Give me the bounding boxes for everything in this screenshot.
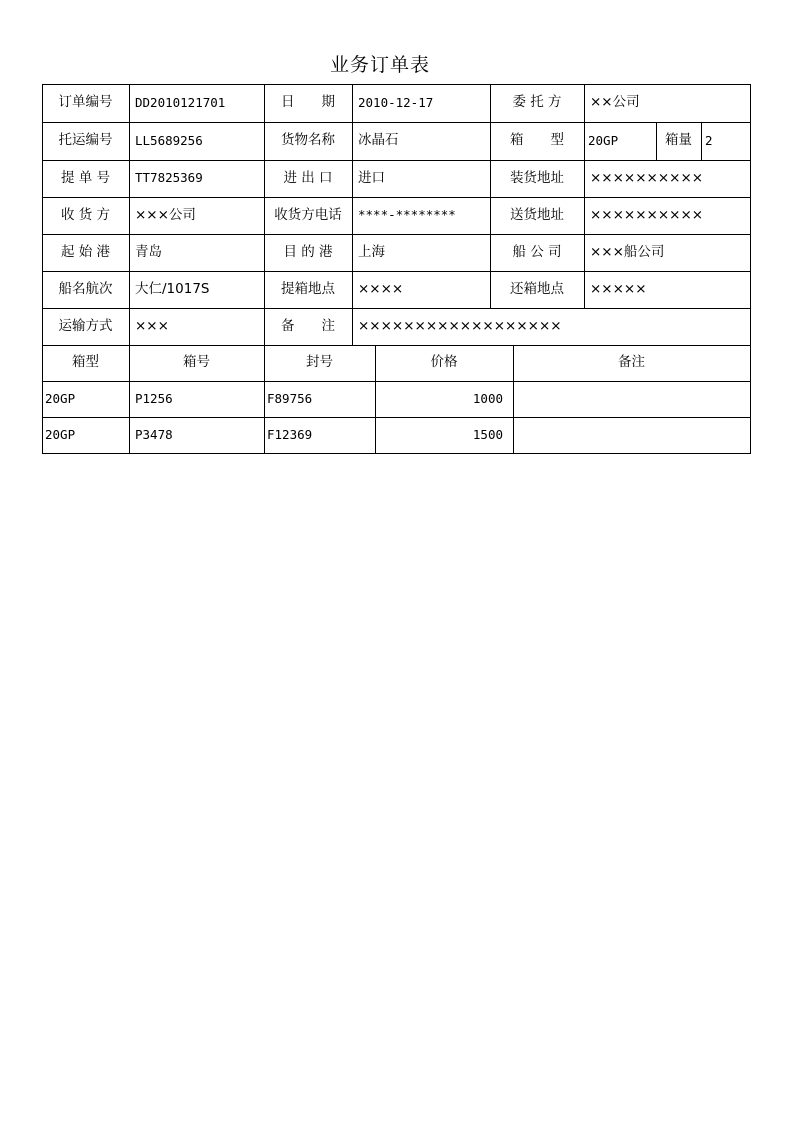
value-destination-port: 上海 [358,243,385,260]
label-client: 委 托 方 [512,94,562,111]
cell-type: 20GP [45,426,76,442]
cell-seal-no: F89756 [267,390,313,406]
label-consignee-phone: 收货方电话 [274,206,342,223]
label-delivery-address: 送货地址 [510,206,564,223]
value-consignee-phone: ****-******** [358,207,456,223]
value-container-type: 20GP [588,132,619,148]
label-import-export: 进 出 口 [283,169,333,186]
cell-note [513,381,750,417]
label-bl-no: 提 单 号 [60,169,111,186]
col-header-seal-no: 封号 [306,354,333,371]
label-transport-mode: 运输方式 [58,317,113,334]
value-remarks: ×××××××××××××××××× [358,317,562,334]
page-title: 业务订单表 [329,54,430,76]
col-header-price: 价格 [430,354,458,371]
label-shipping-line: 船 公 司 [512,243,562,260]
value-origin-port: 青岛 [135,243,162,260]
value-return-location: ××××× [590,280,647,297]
label-container-type: 箱 型 [510,132,564,149]
label-goods-name: 货物名称 [281,132,335,149]
value-date: 2010-12-17 [358,94,434,110]
value-import-export: 进口 [358,169,385,186]
value-goods-name: 冰晶石 [358,132,399,149]
cell-seal-no: F12369 [267,426,313,442]
value-container-qty: 2 [705,132,713,148]
label-remarks: 备 注 [281,317,335,334]
label-shipping-no: 托运编号 [58,132,113,149]
value-order-no: DD2010121701 [135,94,226,110]
label-container-qty: 箱量 [665,132,692,149]
col-header-note: 备注 [618,354,645,371]
label-origin-port: 起 始 港 [60,243,111,260]
label-date: 日 期 [281,94,335,111]
cell-price: 1000 [472,390,503,406]
label-order-no: 订单编号 [58,94,113,111]
label-return-location: 还箱地点 [510,280,564,297]
col-header-type: 箱型 [72,354,99,371]
label-consignee: 收 货 方 [60,206,111,223]
col-header-container-no: 箱号 [183,354,210,371]
cell-type: 20GP [45,390,76,406]
value-client: ××公司 [590,94,640,111]
value-consignee: ×××公司 [135,206,196,223]
value-delivery-address: ×××××××××× [590,206,704,223]
value-bl-no: TT7825369 [135,170,203,186]
cell-container-no: P3478 [135,426,173,442]
label-destination-port: 目 的 港 [283,243,333,260]
value-shipping-no: LL5689256 [135,132,203,148]
cell-note [513,417,750,453]
value-shipping-line: ×××船公司 [590,243,665,260]
value-pickup-location: ×××× [358,280,404,297]
value-transport-mode: ××× [135,317,169,334]
cell-price: 1500 [472,426,503,442]
label-loading-address: 装货地址 [510,169,564,186]
cell-container-no: P1256 [135,390,173,406]
label-pickup-location: 提箱地点 [281,280,335,297]
label-vessel-voyage: 船名航次 [58,280,113,297]
value-loading-address: ×××××××××× [590,169,704,186]
value-vessel-voyage: 大仁/1017S [135,280,210,297]
